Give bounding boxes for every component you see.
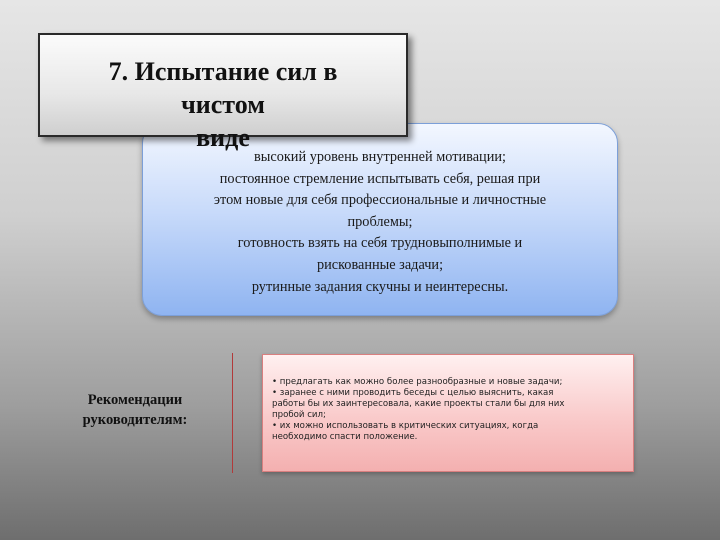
recommendation-line: работы бы их заинтересовала, какие проекты стали бы для них — [272, 399, 565, 409]
recommendations-label-line-1: Рекомендации — [87, 392, 183, 408]
trait-line: готовность взять на себя трудновыполнимые и — [237, 235, 523, 252]
recommendation-line: • заранее с ними проводить беседы с целью выяснить, какая — [272, 388, 554, 398]
recommendation-line: • предлагать как можно более разнообразные и новые задачи; — [272, 377, 563, 387]
trait-line: высокий уровень внутренней мотивации; — [254, 149, 506, 165]
recommendations-box — [262, 354, 634, 472]
slide-title-box — [38, 33, 408, 152]
slide-title-line-2: виде — [196, 123, 250, 152]
recommendation-line: • их можно использовать в критических ситуациях, когда — [272, 421, 539, 431]
trait-line: рутинные задания скучны и неинтересны. — [251, 278, 509, 295]
trait-line: этом новые для себя профессиональные и личностные — [213, 192, 547, 209]
trait-line: постоянное стремление испытывать себя, решая при — [219, 170, 541, 187]
recommendations-label — [60, 390, 210, 430]
slide-title-line-1: 7. Испытание сил в чистом — [108, 57, 338, 119]
recommendation-line: пробой сил; — [272, 410, 326, 420]
vertical-divider — [232, 353, 233, 473]
recommendation-line: необходимо спасти положение. — [272, 432, 418, 442]
trait-line: проблемы; — [347, 213, 413, 230]
trait-line: рискованные задачи; — [316, 256, 444, 273]
recommendations-label-line-2: руководителям: — [82, 412, 188, 428]
